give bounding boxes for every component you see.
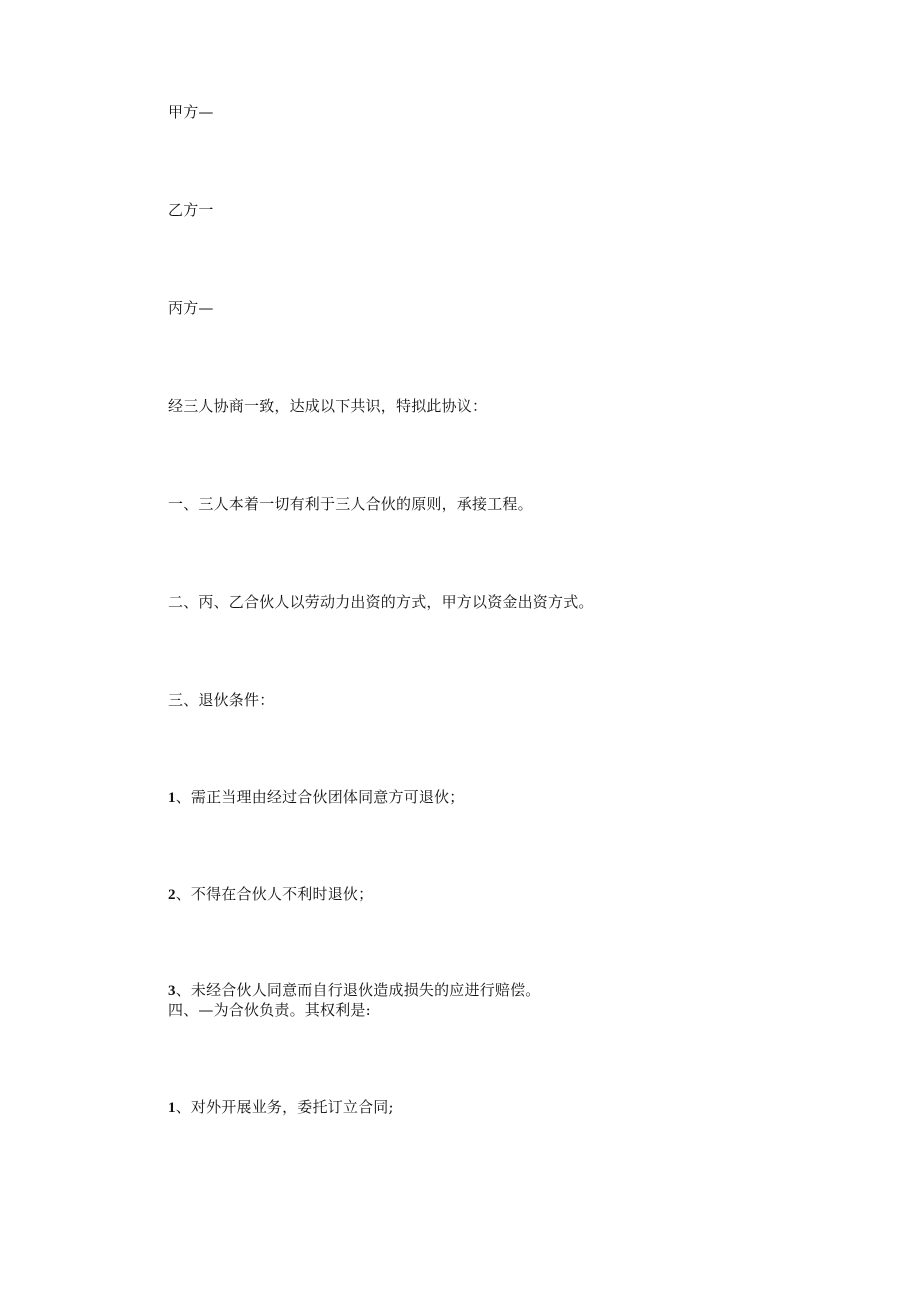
item-number: 3: [168, 983, 176, 999]
party-a-line: 甲方—: [168, 103, 214, 121]
item-text: 、需正当理由经过合伙团体同意方可退伙；: [175, 788, 465, 806]
item-text: 、未经合伙人同意而自行退伙造成损失的应进行赔偿。: [175, 981, 541, 999]
item-number: 2: [168, 887, 176, 903]
clause-4-heading: 四、—为合伙负责。其权利是:: [168, 1001, 371, 1019]
item-text: 、不得在合伙人不利时退伙；: [175, 885, 374, 903]
item-number: 1: [168, 790, 176, 806]
clause-3-item-1: [168, 787, 465, 808]
item-number: 1: [168, 1100, 176, 1116]
intro-paragraph: 经三人协商一致，达成以下共识，特拟此协议：: [168, 397, 488, 415]
item-text: 、对外开展业务，委托订立合同;: [175, 1098, 394, 1116]
clause-3-item-3: [168, 980, 541, 1001]
clause-4-item-1: [168, 1097, 394, 1118]
party-b-line: 乙方一: [168, 201, 214, 219]
clause-3-item-2: [168, 884, 373, 905]
party-c-line: 丙方—: [168, 299, 214, 317]
clause-3-heading: 三、退伙条件：: [168, 691, 275, 709]
clause-1: 一、三人本着一切有利于三人合伙的原则，承接工程。: [168, 495, 533, 513]
clause-2: 二、丙、乙合伙人以劳动力出资的方式，甲方以资金出资方式。: [168, 593, 594, 611]
